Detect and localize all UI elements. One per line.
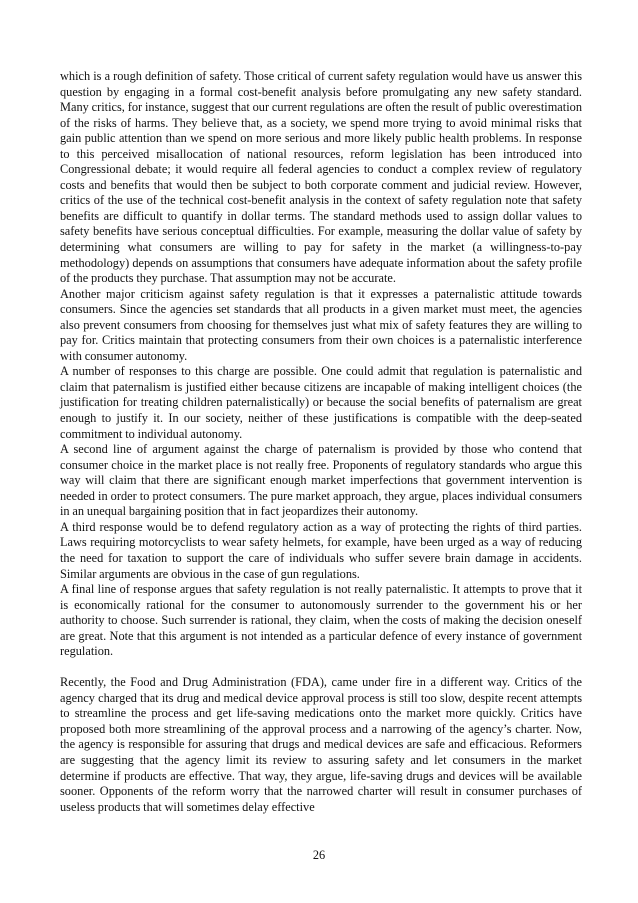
paragraph-market-imperfections: A second line of argument against the charge of paternalism is provided by those who contend that consumer choice in the market place is not really free. Proponents of regulatory standards who argue this way will claim that there are significant enough market imperfections that government intervention is needed in order to protect consumers. The pure market approach, they argue, places individual consumers in an unequal bargaining position that in fact jeopardizes their autonomy.: [60, 442, 582, 519]
paragraph-not-paternalistic: A final line of response argues that safety regulation is not really paternalistic. It attempts to prove that it is economically rational for the consumer to autonomously surrender to the government his or her authority to choose. Such surrender is rational, they claim, when the costs of making the decision oneself are great. Note that this argument is not intended as a particular defence of every instance of government regulation.: [60, 582, 582, 659]
paragraph-cost-benefit: which is a rough definition of safety. Those critical of current safety regulation would have us answer this question by engaging in a formal cost-benefit analysis before promulgating any new safety standard. Many critics, for instance, suggest that our current regulations are often the result of public overestimation of the risks of harms. They believe that, as a society, we spend more trying to avoid minimal risks that gain public attention than we spend on more serious and more likely public health problems. In response to this perceived misallocation of national resources, reform legislation has been introduced into Congressional debate; it would require all federal agencies to conduct a complex review of regulatory costs and benefits that would then be subject to both corporate comment and judicial review. However, critics of the use of the technical cost-benefit analysis in the context of safety regulation note that safety benefits are difficult to quantify in dollar terms. The standard methods used to assign dollar values to safety benefits have serious conceptual difficulties. For example, measuring the dollar value of safety by determining what consumers are willing to pay for safety in the market (a willingness-to-pay methodology) depends on assumptions that consumers have adequate information about the safety profile of the products they purchase. That assumption may not be accurate.: [60, 69, 582, 286]
page-number: 26: [312, 848, 326, 862]
body-text: [60, 69, 582, 815]
paragraph-third-parties: A third response would be to defend regulatory action as a way of protecting the rights of third parties. Laws requiring motorcyclists to wear safety helmets, for example, have been urged as a way of reducing the need for taxation to support the care of individuals who suffer severe brain damage in accidents. Similar arguments are obvious in the case of gun regulations.: [60, 519, 582, 581]
paragraph-fda: Recently, the Food and Drug Administration (FDA), came under fire in a different way. Critics of the agency charged that its drug and medical device approval process is still too slow, despite recent attempts to streamline the process and get life-saving medications onto the market more quickly. Critics have proposed both more streamlining of the approval process and a narrowing of the agency’s charter. Now, the agency is responsible for assuring that drugs and medical devices are safe and efficacious. Reformers are suggesting that the agency limit its review to assuring safety and let consumers in the market determine if products are effective. That way, they argue, life-saving drugs and devices will be available sooner. Opponents of the reform worry that the narrowed charter will result in consumer purchases of useless products that will sometimes delay effective: [60, 675, 582, 814]
paragraph-paternalism-criticism: Another major criticism against safety regulation is that it expresses a paternalistic attitude towards consumers. Since the agencies set standards that all products in a given market must meet, the agencies also prevent consumers from choosing for themselves just what mix of safety features they are willing to pay for. Critics maintain that protecting consumers from their own choices is a paternalistic interference with consumer autonomy.: [60, 286, 582, 363]
paragraph-responses: A number of responses to this charge are possible. One could admit that regulation is paternalistic and claim that paternalism is justified either because citizens are incapable of making intelligent choices (the justification for treating children paternalistically) or because the social benefits of paternalism are great enough to justify it. In our society, neither of these justifications is compatible with the deep-seated commitment to individual autonomy.: [60, 364, 582, 441]
